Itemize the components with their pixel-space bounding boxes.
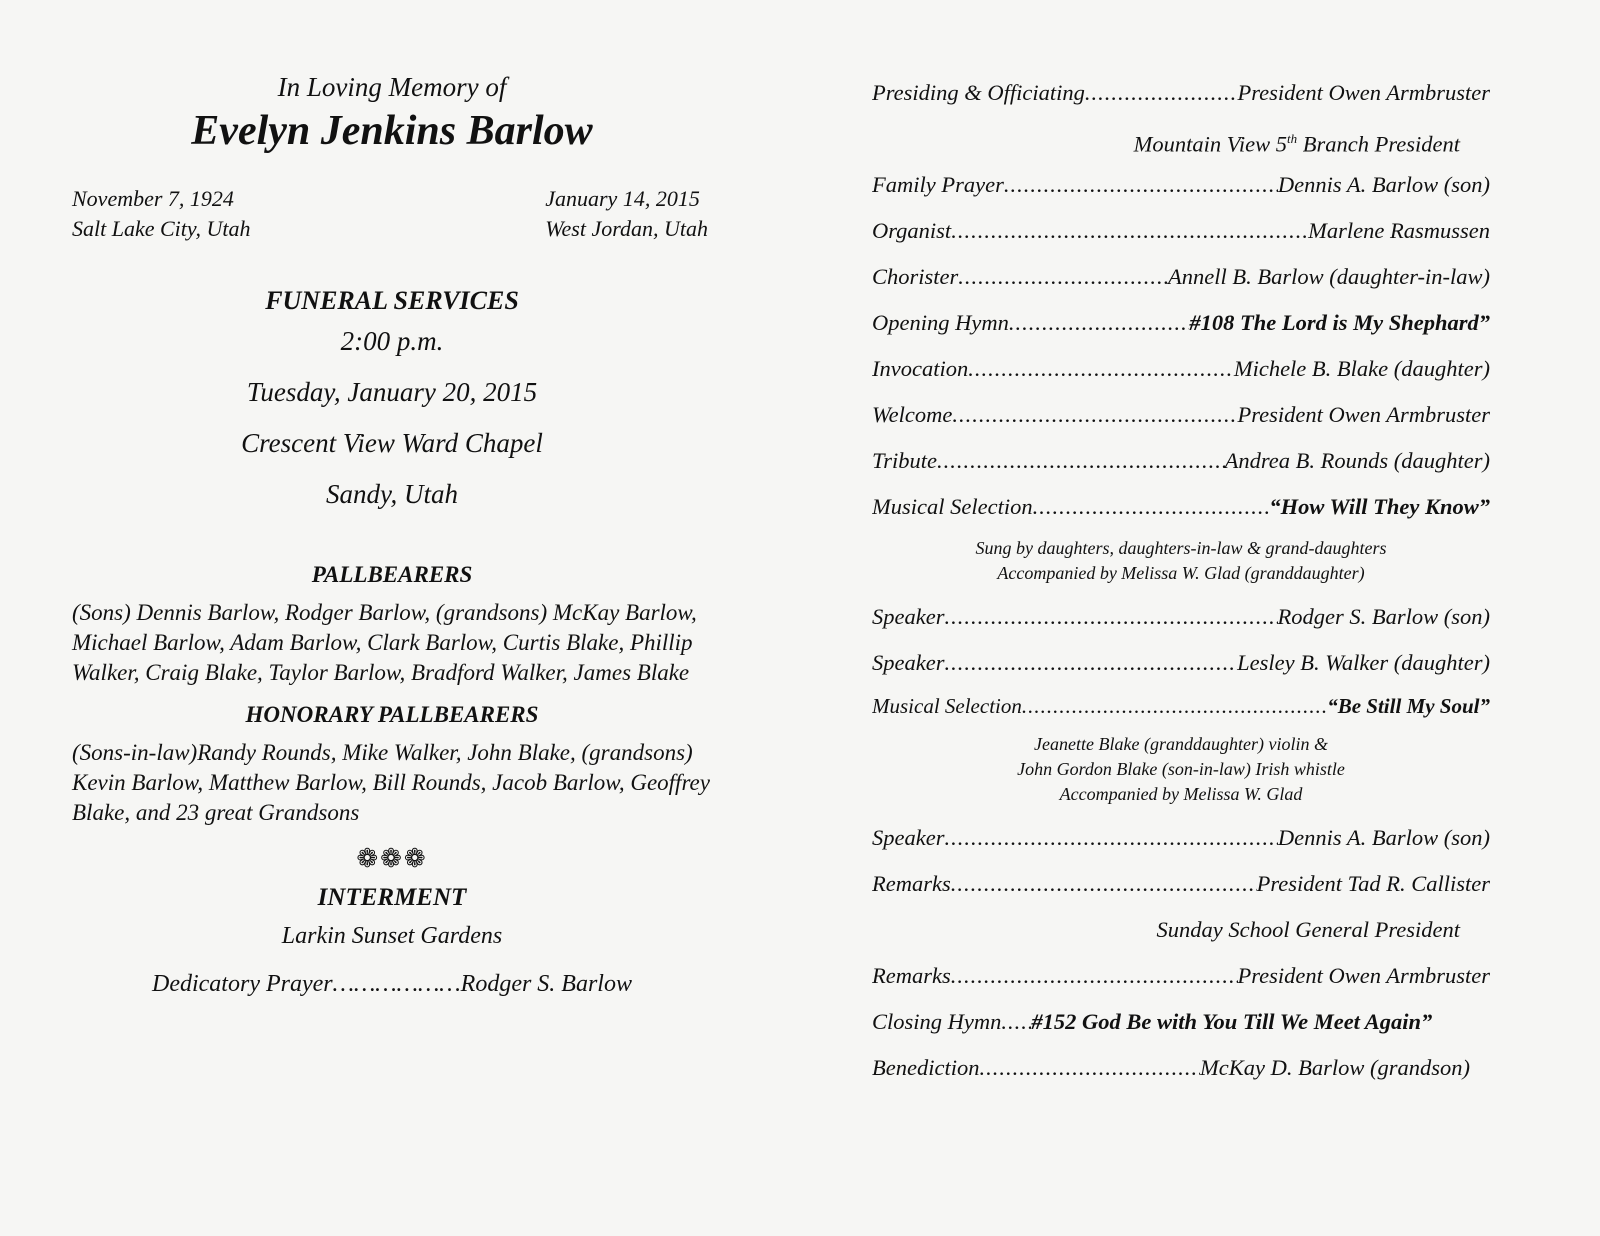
row-label: Welcome — [872, 402, 953, 427]
death-place: West Jordan, Utah — [545, 215, 708, 241]
note-line: John Gordon Blake (son-in-law) Irish whistle — [1017, 759, 1345, 779]
row-value: #152 God Be with You Till We Meet Again” — [1031, 1009, 1433, 1034]
row-value: Annell B. Barlow (daughter-in-law) — [1167, 264, 1490, 289]
row-label: Family Prayer — [872, 172, 1004, 197]
birth-place: Salt Lake City, Utah — [72, 215, 251, 241]
row-label: Invocation — [872, 356, 969, 381]
honorary-pallbearers-list: (Sons-in-law)Randy Rounds, Mike Walker, John Blake, (grandsons) Kevin Barlow, Matthew Barlow, Bill Rounds, Jacob Barlow, Geoffrey Blake, and 23 great Grandsons — [72, 739, 710, 825]
left-column — [72, 70, 712, 1008]
subtitle-sup: th — [1286, 131, 1298, 146]
dedicatory-prayer-name: Rodger S. Barlow — [460, 970, 632, 997]
program-row-remarks-2 — [872, 953, 1490, 999]
row-value: Michele B. Blake (daughter) — [1233, 356, 1490, 381]
interment-place: Larkin Sunset Gardens — [281, 922, 503, 949]
row-label: Musical Selection — [872, 494, 1033, 519]
row-label: Closing Hymn — [872, 1009, 1002, 1034]
program-row-family-prayer — [872, 162, 1490, 208]
row-value: Lesley B. Walker (daughter) — [1237, 650, 1490, 675]
program-row-musical-selection-2 — [872, 686, 1490, 726]
row-label: Remarks — [872, 871, 951, 896]
row-value: “Be Still My Soul” — [1327, 694, 1490, 718]
life-dates — [72, 184, 712, 244]
row-label: Remarks — [872, 963, 951, 988]
row-value: President Owen Armbruster — [1237, 80, 1490, 105]
musical-selection-2-notes — [872, 726, 1490, 815]
row-value: President Owen Armbruster — [1237, 963, 1490, 988]
row-label: Speaker — [872, 604, 945, 629]
pallbearers-heading: PALLBEARERS — [311, 561, 473, 587]
program-column — [872, 70, 1490, 1091]
row-label: Chorister — [872, 264, 959, 289]
flower-ornament-icon: ❁❁❁ — [356, 843, 428, 873]
memory-line: In Loving Memory of — [277, 72, 507, 102]
row-value: “How Will They Know” — [1269, 494, 1490, 519]
note-line: Accompanied by Melissa W. Glad — [1059, 784, 1303, 804]
row-label: Tribute — [872, 448, 938, 473]
program-row-musical-selection-1 — [872, 484, 1490, 530]
musical-selection-1-notes — [872, 530, 1490, 594]
program-row-chorister — [872, 254, 1490, 300]
dedicatory-prayer: Dedicatory Prayer………………Rodger S. Barlow — [152, 970, 632, 997]
note-line: Accompanied by Melissa W. Glad (granddaughter) — [997, 563, 1365, 583]
row-value: #108 The Lord is My Shephard” — [1189, 310, 1490, 335]
note-line: Sung by daughters, daughters-in-law & grand-daughters — [975, 538, 1387, 558]
program-row-opening-hymn — [872, 300, 1490, 346]
program-row-speaker-2 — [872, 640, 1490, 686]
program-row-invocation — [872, 346, 1490, 392]
service-date: Tuesday, January 20, 2015 — [246, 376, 538, 407]
birth-block — [72, 184, 250, 244]
row-label: Presiding & Officiating — [872, 80, 1085, 105]
dedicatory-prayer-label: Dedicatory Prayer — [152, 970, 333, 997]
row-value: Marlene Rasmussen — [1308, 218, 1490, 243]
death-block — [545, 184, 712, 244]
birth-date: November 7, 1924 — [72, 185, 234, 211]
program-row-closing-hymn — [872, 999, 1490, 1045]
row-value: McKay D. Barlow (grandson) — [1200, 1055, 1470, 1080]
row-label: Benediction — [872, 1055, 980, 1080]
row-label: Musical Selection — [872, 694, 1022, 718]
row-value: Andrea B. Rounds (daughter) — [1224, 448, 1490, 473]
program-row-presiding — [872, 70, 1490, 116]
row-value: Dennis A. Barlow (son) — [1277, 825, 1490, 850]
service-location: Crescent View Ward Chapel — [241, 427, 543, 458]
remarks-1-subtitle: Sunday School General President — [1156, 917, 1460, 942]
deceased-name: Evelyn Jenkins Barlow — [191, 108, 593, 155]
row-label: Opening Hymn — [872, 310, 1009, 335]
row-label: Organist — [872, 218, 952, 243]
funeral-services-heading: FUNERAL SERVICES — [265, 285, 519, 315]
program-row-tribute — [872, 438, 1490, 484]
service-time: 2:00 p.m. — [340, 325, 444, 356]
service-city: Sandy, Utah — [326, 478, 458, 509]
pallbearers-list: (Sons) Dennis Barlow, Rodger Barlow, (grandsons) McKay Barlow, Michael Barlow, Adam Barlow, Clark Barlow, Curtis Blake, Phillip Walker, Craig Blake, Taylor Barlow, Bradford Walker, James Blake — [72, 599, 697, 685]
program-row-benediction — [872, 1045, 1490, 1091]
note-line: Jeanette Blake (granddaughter) violin & — [1034, 734, 1328, 754]
program-row-organist — [872, 208, 1490, 254]
row-value: Dennis A. Barlow (son) — [1277, 172, 1490, 197]
presiding-subtitle — [872, 116, 1490, 162]
program-row-speaker-1 — [872, 594, 1490, 640]
row-label: Speaker — [872, 650, 945, 675]
interment-heading: INTERMENT — [317, 883, 467, 911]
program-row-speaker-3 — [872, 815, 1490, 861]
row-value: Rodger S. Barlow (son) — [1277, 604, 1490, 629]
honorary-pallbearers-heading: HONORARY PALLBEARERS — [245, 701, 539, 727]
subtitle-text: Mountain View 5 — [1133, 131, 1287, 157]
row-label: Speaker — [872, 825, 945, 850]
subtitle-text-end: Branch President — [1297, 131, 1460, 157]
program-row-welcome — [872, 392, 1490, 438]
death-date: January 14, 2015 — [545, 185, 700, 211]
row-value: President Owen Armbruster — [1237, 402, 1490, 427]
program-row-remarks-1 — [872, 861, 1490, 907]
row-value: President Tad R. Callister — [1256, 871, 1490, 896]
